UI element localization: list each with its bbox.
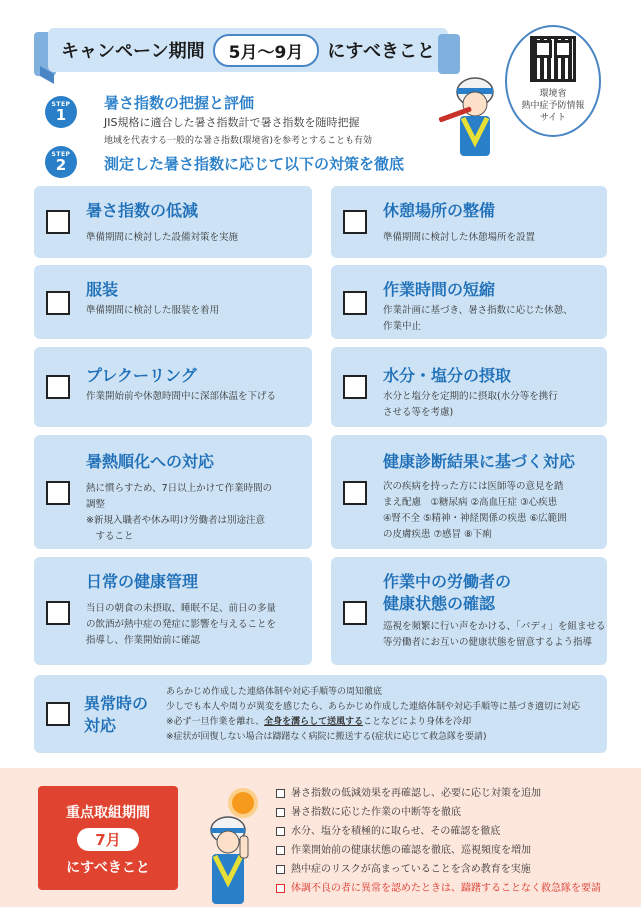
focus-item-text: 作業開始前の健康状態の確認を徹底、巡視頻度を増加 xyxy=(291,845,531,856)
card-title xyxy=(84,693,148,737)
focus-item-text: 暑さ指数の低減効果を再確認し、必要に応じ対策を追加 xyxy=(291,788,541,799)
desc-line: 当日の朝食の未摂取、睡眠不足、前日の多量 xyxy=(86,603,277,614)
banner-title-prefix: キャンペーン期間 xyxy=(61,41,205,62)
step2-badge xyxy=(45,146,77,178)
card-desc xyxy=(383,389,558,421)
emergency-desc xyxy=(166,685,580,745)
desc-part: ことなどにより身体を冷却 xyxy=(363,717,472,727)
desc-line: 作業計画に基づき、暑さ指数に応じた休憩、 xyxy=(383,305,573,316)
campaign-banner xyxy=(34,28,470,80)
focus-item-text: 水分、塩分を積極的に取らせ、その確認を徹底 xyxy=(291,826,501,837)
checkbox[interactable] xyxy=(276,846,285,855)
banner-period-pill: 5月〜9月 xyxy=(213,34,320,67)
step1-label: STEP xyxy=(51,100,71,108)
card-title: プレクーリング xyxy=(86,366,197,385)
focus-item-text: 熱中症のリスクが高まっていることを含め教育を実施 xyxy=(291,864,531,875)
focus-item[interactable] xyxy=(276,784,601,803)
desc-line: させる等を考慮) xyxy=(383,407,454,418)
card-clothing xyxy=(34,265,312,339)
step2-label: STEP xyxy=(51,150,71,158)
card-heat-acclimatization xyxy=(34,435,312,549)
focus-month-pill: 7月 xyxy=(77,828,138,851)
focus-item-text: 暑さ指数に応じた作業の中断等を徹底 xyxy=(291,807,461,818)
desc-line: 少しでも本人や周りが異変を感じたら、あらかじめ作成した連絡体制や対応手順等に基づき適切に対応 xyxy=(166,702,581,712)
card-title-line2: 対応 xyxy=(84,716,117,735)
card-rest-area xyxy=(331,186,607,258)
desc-emphasis: 全身を濡らして送風する xyxy=(264,717,364,727)
card-emergency-response xyxy=(34,675,607,753)
desc-line: 熱に慣らすため、7日以上かけて作業時間の xyxy=(86,483,273,494)
focus-checklist xyxy=(276,784,601,898)
focus-item[interactable] xyxy=(276,803,601,822)
card-desc: 準備期間に検討した設備対策を実施 xyxy=(86,232,239,243)
step2-title: 測定した暑さ指数に応じて以下の対策を徹底 xyxy=(104,155,405,173)
focus-item-emergency[interactable] xyxy=(276,879,601,898)
focus-item[interactable] xyxy=(276,841,601,860)
card-title: 作業時間の短縮 xyxy=(383,280,496,299)
desc-line: 作業中止 xyxy=(383,321,422,332)
card-title: 服装 xyxy=(86,280,119,299)
checkbox[interactable] xyxy=(343,210,367,234)
desc-line: ※新規入職者や休み明け労働者は別途注意 xyxy=(86,515,265,526)
checkbox[interactable] xyxy=(46,601,70,625)
desc-line: 巡視を頻繁に行い声をかける、「バディ」を組ませる xyxy=(383,621,606,632)
checkbox[interactable] xyxy=(46,210,70,234)
worker-wiping-sweat-icon xyxy=(190,808,270,907)
focus-line1: 重点取組期間 xyxy=(66,805,150,821)
worker-illustration-icon xyxy=(430,62,520,162)
card-title-line1: 作業中の労働者の xyxy=(383,572,512,591)
card-desc xyxy=(383,303,573,335)
checkbox[interactable] xyxy=(276,827,285,836)
checkbox[interactable] xyxy=(276,789,285,798)
checkbox[interactable] xyxy=(46,702,70,726)
step1-number: 1 xyxy=(55,105,67,124)
checkbox[interactable] xyxy=(276,808,285,817)
step2-number: 2 xyxy=(55,155,67,174)
card-title: 休憩場所の整備 xyxy=(383,201,496,220)
checkbox[interactable] xyxy=(276,884,285,893)
card-work-time-reduction xyxy=(331,265,607,339)
desc-line: すること xyxy=(86,531,134,542)
focus-item-text: 体調不良の者に異常を認めたときは、躊躇することなく救急隊を要請 xyxy=(291,883,601,894)
checkbox[interactable] xyxy=(46,375,70,399)
desc-line: の皮膚疾患 ⑦感冒 ⑧下痢 xyxy=(383,529,492,540)
card-title: 日常の健康管理 xyxy=(86,572,199,591)
checkbox[interactable] xyxy=(276,865,285,874)
desc-line: 調整 xyxy=(86,499,106,510)
desc-line: の飲酒が熱中症の発症に影響を与えることを xyxy=(86,619,277,630)
desc-line: 水分と塩分を定期的に摂取(水分等を携行 xyxy=(383,391,558,402)
banner-body xyxy=(48,28,448,72)
card-desc xyxy=(383,619,606,651)
card-title: 暑さ指数の低減 xyxy=(86,201,199,220)
card-water-salt xyxy=(331,347,607,427)
checkbox[interactable] xyxy=(343,291,367,315)
card-daily-health xyxy=(34,557,312,665)
checkbox[interactable] xyxy=(343,481,367,505)
banner-title-suffix: にすべきこと xyxy=(327,41,435,62)
card-title xyxy=(383,571,511,615)
card-desc: 準備期間に検討した服装を着用 xyxy=(86,305,220,316)
focus-item[interactable] xyxy=(276,822,601,841)
card-desc xyxy=(86,601,276,649)
checkbox[interactable] xyxy=(343,601,367,625)
focus-line3: にすべきこと xyxy=(66,860,150,876)
card-desc: 準備期間に検討した休憩場所を設置 xyxy=(383,232,536,243)
step1-badge xyxy=(45,96,77,128)
card-precooling xyxy=(34,347,312,427)
desc-line: 次の疾病を持った方には医師等の意見を踏 xyxy=(383,481,564,492)
step1-title: 暑さ指数の把握と評価 xyxy=(104,94,255,112)
desc-line: まえ配慮 ①糖尿病 ②高血圧症 ③心疾患 xyxy=(383,497,558,508)
step1-line2: 地域を代表する一般的な暑さ指数(環境省)を参考とすることも有効 xyxy=(104,136,373,146)
desc-line: あらかじめ作成した連絡体制や対応手順等の周知徹底 xyxy=(166,687,383,697)
step1-line1: JIS規格に適合した暑さ指数計で暑さ指数を随時把握 xyxy=(104,116,360,129)
card-desc: 作業開始前や休憩時間中に深部体温を下げる xyxy=(86,391,277,402)
checkbox[interactable] xyxy=(46,481,70,505)
card-title-line2: 健康状態の確認 xyxy=(383,594,496,613)
desc-line: ④腎不全 ⑤精神・神経関係の疾患 ⑥広範囲 xyxy=(383,513,567,524)
checkbox[interactable] xyxy=(343,375,367,399)
card-desc xyxy=(86,481,272,545)
focus-period-flag xyxy=(38,786,178,890)
card-title: 暑熱順化への対応 xyxy=(86,452,215,471)
desc-line: 等労働者にお互いの健康状態を留意するよう指導 xyxy=(383,637,593,648)
focus-section xyxy=(0,768,641,907)
card-title: 健康診断結果に基づく対応 xyxy=(383,452,576,471)
card-health-checkup xyxy=(331,435,607,549)
card-worker-health-check xyxy=(331,557,607,665)
desc-line xyxy=(166,715,580,730)
card-wbgt-reduction xyxy=(34,186,312,258)
desc-line: ※症状が回復しない場合は躊躇なく病院に搬送する(症状に応じて救急隊を要請) xyxy=(166,732,487,742)
checkbox[interactable] xyxy=(46,291,70,315)
desc-line: 指導し、作業開始前に確認 xyxy=(86,635,201,646)
card-title: 水分・塩分の摂取 xyxy=(383,366,512,385)
card-title-line1: 異常時の xyxy=(84,694,149,713)
qr-caption: 環境省 熱中症予防情報 サイト xyxy=(521,89,585,123)
qr-code-icon[interactable] xyxy=(530,36,576,82)
desc-part: ※必ず一旦作業を離れ、 xyxy=(166,717,265,727)
card-desc xyxy=(383,479,567,543)
focus-item[interactable] xyxy=(276,860,601,879)
